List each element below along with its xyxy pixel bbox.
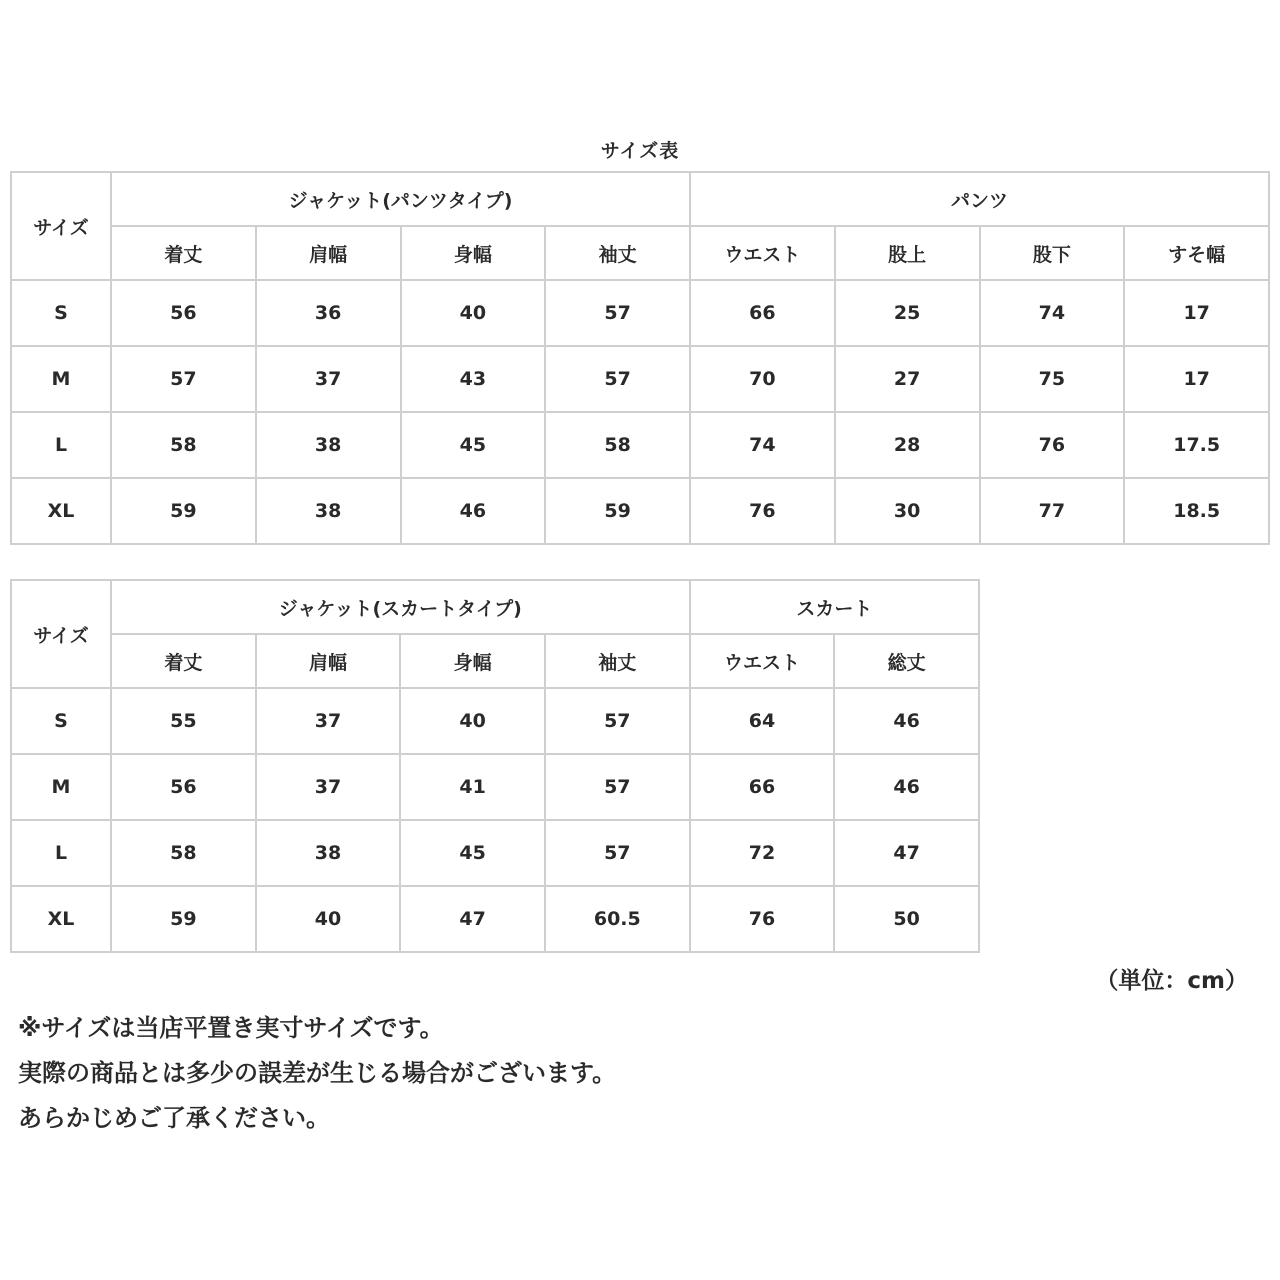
page-title: サイズ表 [600,140,680,162]
table-row [11,280,1269,346]
table-cell: 59 [111,886,256,952]
group-header-jacket-pants-type: ジャケット(パンツタイプ) [111,172,690,226]
size-cell: M [11,346,111,412]
table-cell: 60.5 [545,886,690,952]
table-cell: 41 [400,754,545,820]
table-cell: 57 [545,688,690,754]
table-cell: 45 [400,820,545,886]
table-cell: 74 [690,412,835,478]
table-column-header-row [11,634,979,688]
size-cell: L [11,412,111,478]
table-row [11,478,1269,544]
table-cell: 76 [690,886,835,952]
table-cell: 46 [834,754,979,820]
column-header: 身幅 [400,634,545,688]
size-table-pants [10,171,1270,545]
table-cell: 27 [835,346,980,412]
table-cell: 77 [980,478,1125,544]
table-row [11,886,979,952]
column-header: 着丈 [111,226,256,280]
table-cell: 58 [111,412,256,478]
size-cell: S [11,688,111,754]
table-row [11,754,979,820]
table-cell: 40 [401,280,546,346]
table-cell: 76 [690,478,835,544]
table-cell: 57 [545,754,690,820]
table-cell: 59 [545,478,690,544]
column-header: 袖丈 [545,634,690,688]
table-cell: 50 [834,886,979,952]
table-cell: 25 [835,280,980,346]
table-cell: 75 [980,346,1125,412]
note-line: あらかじめご了承ください。 [18,1104,330,1132]
column-header: 身幅 [401,226,546,280]
column-header: 股上 [835,226,980,280]
table-cell: 17.5 [1124,412,1269,478]
table-cell: 37 [256,688,401,754]
table-cell: 57 [545,280,690,346]
note-line: 実際の商品とは多少の誤差が生じる場合がございます。 [18,1059,617,1087]
table-cell: 56 [111,280,256,346]
column-header: 肩幅 [256,634,401,688]
size-cell: XL [11,478,111,544]
table-cell: 37 [256,346,401,412]
table-cell: 37 [256,754,401,820]
table-cell: 47 [834,820,979,886]
note-line: ※サイズは当店平置き実寸サイズです。 [18,1014,444,1042]
size-table-skirt [10,579,980,953]
column-header: ウエスト [690,634,835,688]
table-cell: 70 [690,346,835,412]
notes-block [18,1006,616,1141]
table-row [11,412,1269,478]
size-cell: L [11,820,111,886]
table-cell: 18.5 [1124,478,1269,544]
table-cell: 76 [980,412,1125,478]
table-cell: 17 [1124,280,1269,346]
table-cell: 66 [690,754,835,820]
size-cell: XL [11,886,111,952]
table-cell: 40 [400,688,545,754]
column-header: 着丈 [111,634,256,688]
column-header: 肩幅 [256,226,401,280]
table-cell: 45 [401,412,546,478]
table-cell: 46 [834,688,979,754]
table-cell: 57 [111,346,256,412]
size-column-header: サイズ [11,172,111,280]
table-row [11,688,979,754]
table-cell: 55 [111,688,256,754]
column-header: ウエスト [690,226,835,280]
group-header-skirt: スカート [690,580,979,634]
table-cell: 40 [256,886,401,952]
table-row [11,820,979,886]
size-cell: S [11,280,111,346]
table-cell: 30 [835,478,980,544]
size-cell: M [11,754,111,820]
table-cell: 57 [545,820,690,886]
group-header-jacket-skirt-type: ジャケット(スカートタイプ) [111,580,690,634]
table-group-header-row [11,172,1269,226]
table-cell: 58 [111,820,256,886]
table-cell: 64 [690,688,835,754]
table-cell: 36 [256,280,401,346]
table-cell: 46 [401,478,546,544]
table-cell: 38 [256,820,401,886]
column-header: 袖丈 [545,226,690,280]
table-cell: 38 [256,412,401,478]
table-cell: 43 [401,346,546,412]
table-cell: 47 [400,886,545,952]
table-column-header-row [11,226,1269,280]
table-cell: 57 [545,346,690,412]
table-cell: 72 [690,820,835,886]
unit-note: （単位：cm） [1095,968,1248,994]
table-cell: 56 [111,754,256,820]
table-cell: 74 [980,280,1125,346]
table-cell: 58 [545,412,690,478]
table-cell: 28 [835,412,980,478]
column-header: 股下 [980,226,1125,280]
table-row [11,346,1269,412]
table-cell: 17 [1124,346,1269,412]
table-cell: 59 [111,478,256,544]
table-cell: 38 [256,478,401,544]
group-header-pants: パンツ [690,172,1269,226]
size-column-header: サイズ [11,580,111,688]
column-header: すそ幅 [1124,226,1269,280]
table-cell: 66 [690,280,835,346]
table-group-header-row [11,580,979,634]
column-header: 総丈 [834,634,979,688]
